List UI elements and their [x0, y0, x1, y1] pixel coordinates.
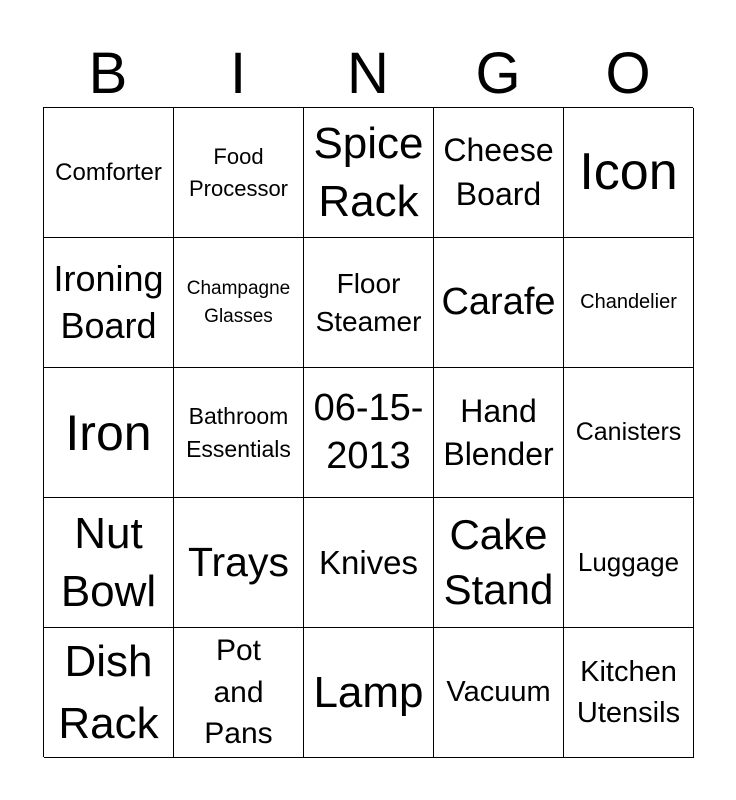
header-letter-i: I [229, 41, 247, 106]
bingo-cell[interactable] [434, 498, 564, 628]
bingo-cell[interactable] [434, 238, 564, 368]
bingo-cell[interactable] [564, 628, 694, 758]
bingo-cell[interactable] [564, 498, 694, 628]
cell-label: Champagne Glasses [186, 277, 291, 327]
cell-label: Dish Rack [58, 636, 159, 748]
cell-label: Iron [65, 404, 152, 461]
bingo-board [43, 107, 693, 757]
cell-label: Knives [318, 543, 419, 581]
bingo-cell[interactable] [44, 368, 174, 498]
bingo-cell[interactable] [304, 108, 434, 238]
cell-label: Nut Bowl [60, 509, 157, 616]
bingo-cell[interactable] [304, 498, 434, 628]
cell-label: Cheese Board [443, 132, 554, 212]
bingo-cell[interactable] [564, 368, 694, 498]
cell-label: Floor Steamer [315, 267, 422, 337]
cell-label: Comforter [55, 158, 162, 186]
cell-label: Pot and Pans [204, 634, 273, 751]
bingo-cell[interactable] [174, 238, 304, 368]
cell-label: Chandelier [580, 291, 677, 313]
header-letter-n: N [347, 41, 389, 106]
bingo-cell[interactable] [304, 238, 434, 368]
header-letter-g: G [475, 41, 521, 106]
bingo-cell[interactable] [304, 368, 434, 498]
cell-label: Kitchen Utensils [576, 655, 681, 729]
bingo-cell[interactable] [174, 368, 304, 498]
bingo-cell[interactable] [304, 628, 434, 758]
bingo-cell[interactable] [434, 368, 564, 498]
bingo-cell[interactable] [44, 238, 174, 368]
cell-label: Bathroom Essentials [186, 403, 291, 462]
header-letter-b: B [88, 41, 128, 106]
cell-label: Vacuum [446, 675, 551, 708]
bingo-cell[interactable] [434, 628, 564, 758]
cell-label: Cake Stand [443, 510, 554, 613]
header-letter-o: O [605, 41, 651, 106]
cell-label: 06-15- 2013 [313, 387, 424, 477]
cell-label: Food Processor [188, 143, 289, 201]
bingo-cell[interactable] [564, 108, 694, 238]
cell-label: Icon [579, 143, 678, 202]
bingo-cell[interactable] [44, 498, 174, 628]
bingo-header [43, 40, 693, 108]
bingo-cell[interactable] [44, 628, 174, 758]
bingo-cell[interactable] [174, 498, 304, 628]
cell-label: Carafe [441, 280, 556, 323]
bingo-cell[interactable] [174, 628, 304, 758]
bingo-cell[interactable] [174, 108, 304, 238]
cell-label: Lamp [313, 667, 424, 717]
cell-label: Hand Blender [443, 393, 554, 472]
bingo-cell[interactable] [44, 108, 174, 238]
bingo-cell[interactable] [434, 108, 564, 238]
cell-label: Trays [188, 539, 289, 586]
cell-label: Spice Rack [313, 119, 424, 226]
cell-label: Luggage [577, 546, 680, 577]
bingo-cell[interactable] [564, 238, 694, 368]
cell-label: Canisters [575, 418, 682, 447]
cell-label: Ironing Board [53, 257, 164, 346]
